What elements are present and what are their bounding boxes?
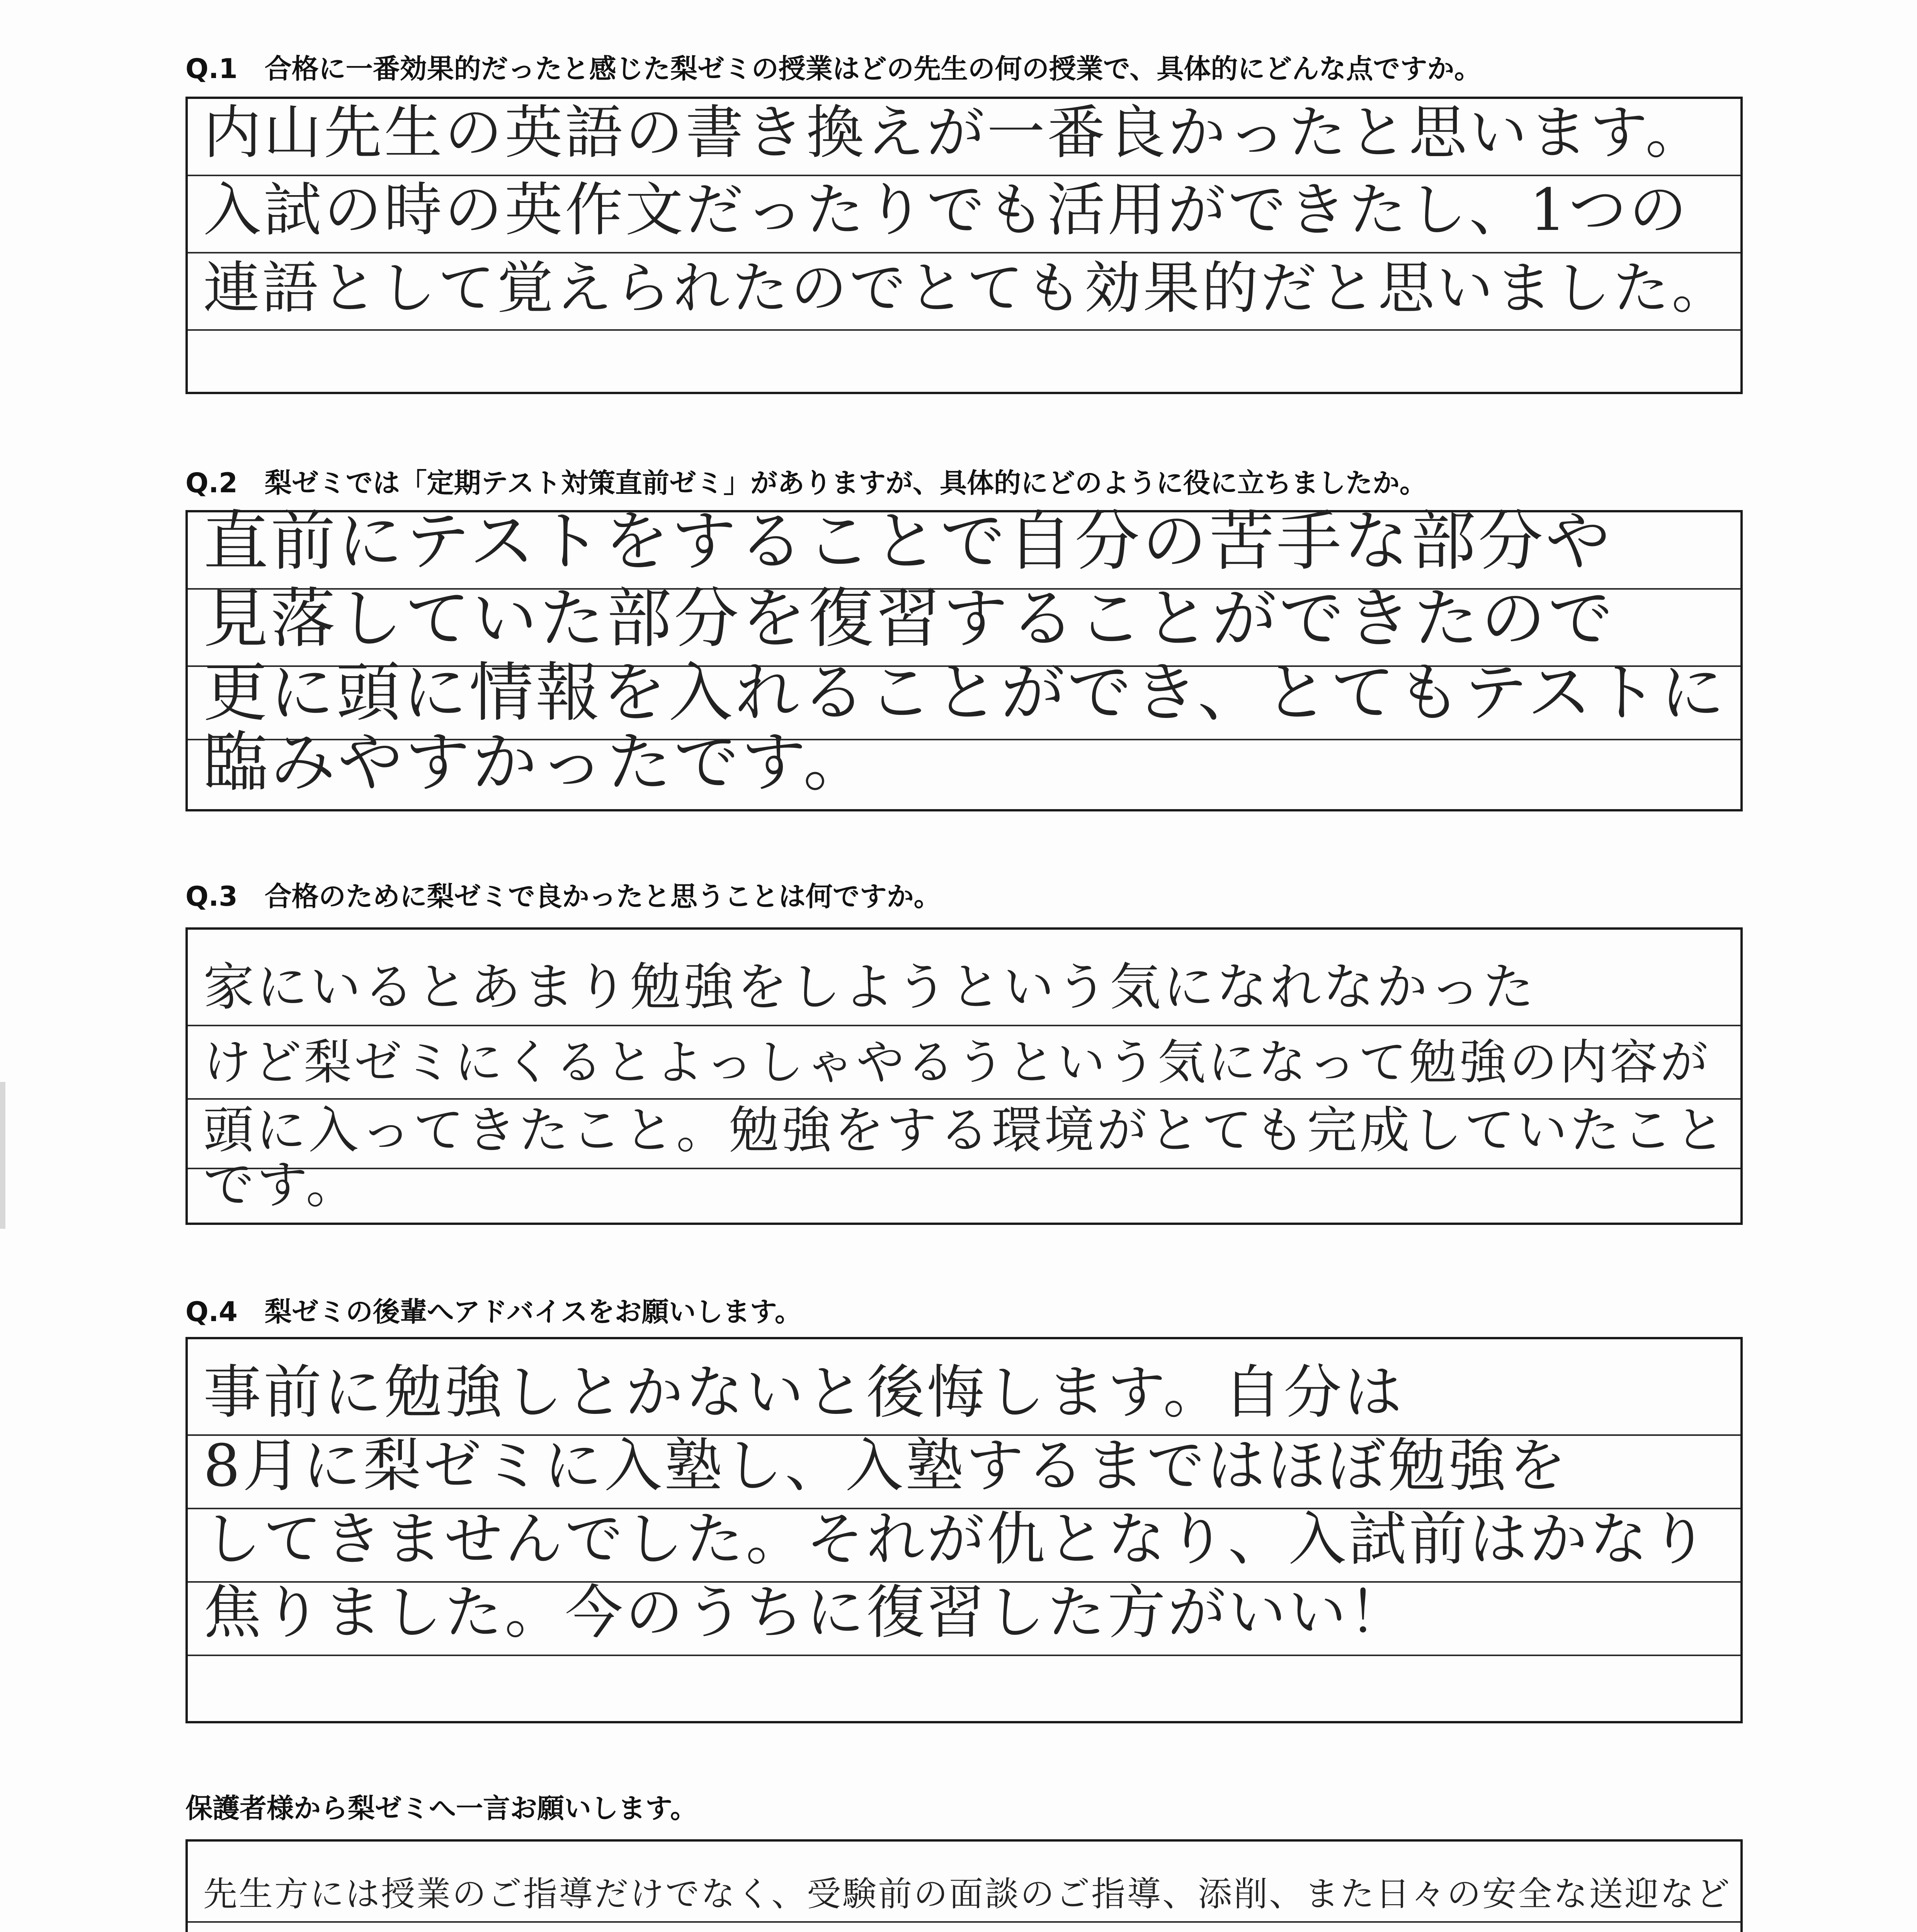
q3-title: Q.3 合格のために梨ゼミで良かったと思うことは何ですか。 [185, 881, 941, 912]
q1-line-1-text: 内山先生の英語の書き換えが一番良かったと思います。 [203, 99, 1706, 167]
q2-line-3-text: 更に頭に情報を入れることができ、とてもテストに [203, 656, 1727, 730]
q2-line-2-text: 見落していた部分を復習することができたので [203, 581, 1615, 656]
q1-line-2-text: 入試の時の英作文だったりでも活用ができたし、1つの [203, 177, 1689, 244]
q2-line-4 [188, 724, 1740, 809]
q3-line-4-text: です。 [203, 1155, 359, 1215]
q3-answer-box [185, 927, 1743, 1225]
q4-line-3-text: してきませんでした。それが仇となり、入試前はかなり [203, 1506, 1711, 1573]
q1-answer-box [185, 97, 1743, 394]
parents-line-2 [188, 1923, 1740, 1932]
q1-line-3-text: 連語として覚えられたのでとても効果的だと思いました。 [203, 255, 1730, 321]
scan-edge-mark [0, 1082, 5, 1229]
q2-line-4-text: 臨みやすかったです。 [203, 724, 871, 800]
q1-line-3 [188, 253, 1740, 331]
parents-answer-box [185, 1839, 1743, 1932]
q3-line-1 [188, 930, 1740, 1026]
q3-line-4 [188, 1155, 1740, 1223]
q1-line-4 [188, 331, 1740, 392]
q3-line-2-text: けど梨ゼミにくるとよっしゃやるうという気になって勉強の内容が [203, 1035, 1711, 1090]
q1-line-2 [188, 176, 1740, 253]
q1-title: Q.1 合格に一番効果的だったと感じた梨ゼミの授業はどの先生の何の授業で、具体的にどんな点ですか。 [185, 53, 1482, 85]
q4-line-4 [188, 1579, 1740, 1656]
q3-line-3 [188, 1100, 1740, 1169]
q3-line-1-text: 家にいるとあまり勉強をしようという気になれなかった [203, 957, 1536, 1017]
q4-line-5 [188, 1656, 1740, 1721]
q2-title: Q.2 梨ゼミでは「定期テスト対策直前ゼミ」がありますが、具体的にどのように役に立ちましたか。 [185, 467, 1427, 499]
parents-line-1 [188, 1842, 1740, 1923]
parents-line-1-text: 先生方には授業のご指導だけでなく、受験前の面談のご指導、添削、また日々の安全な送迎など [203, 1874, 1732, 1914]
q4-title: Q.4 梨ゼミの後輩へアドバイスをお願いします。 [185, 1296, 802, 1328]
q4-line-2-text: 8月に梨ゼミに入塾し、入塾するまではほぼ勉強を [203, 1432, 1569, 1500]
q3-line-2 [188, 1026, 1740, 1100]
q4-line-1-text: 事前に勉強しとかないと後悔します。自分は [203, 1359, 1405, 1426]
q3-line-3-text: 頭に入ってきたこと。勉強をする環境がとても完成していたこと [203, 1101, 1728, 1160]
q2-answer-box [185, 503, 1743, 811]
parents-title: 保護者様から梨ゼミへ一言お願いします。 [185, 1793, 697, 1824]
q2-line-1-text: 直前にテストをすることで自分の苦手な部分や [203, 503, 1613, 579]
q4-line-4-text: 焦りました。今のうちに復習した方がいい！ [203, 1579, 1409, 1646]
q4-answer-box [185, 1337, 1743, 1723]
